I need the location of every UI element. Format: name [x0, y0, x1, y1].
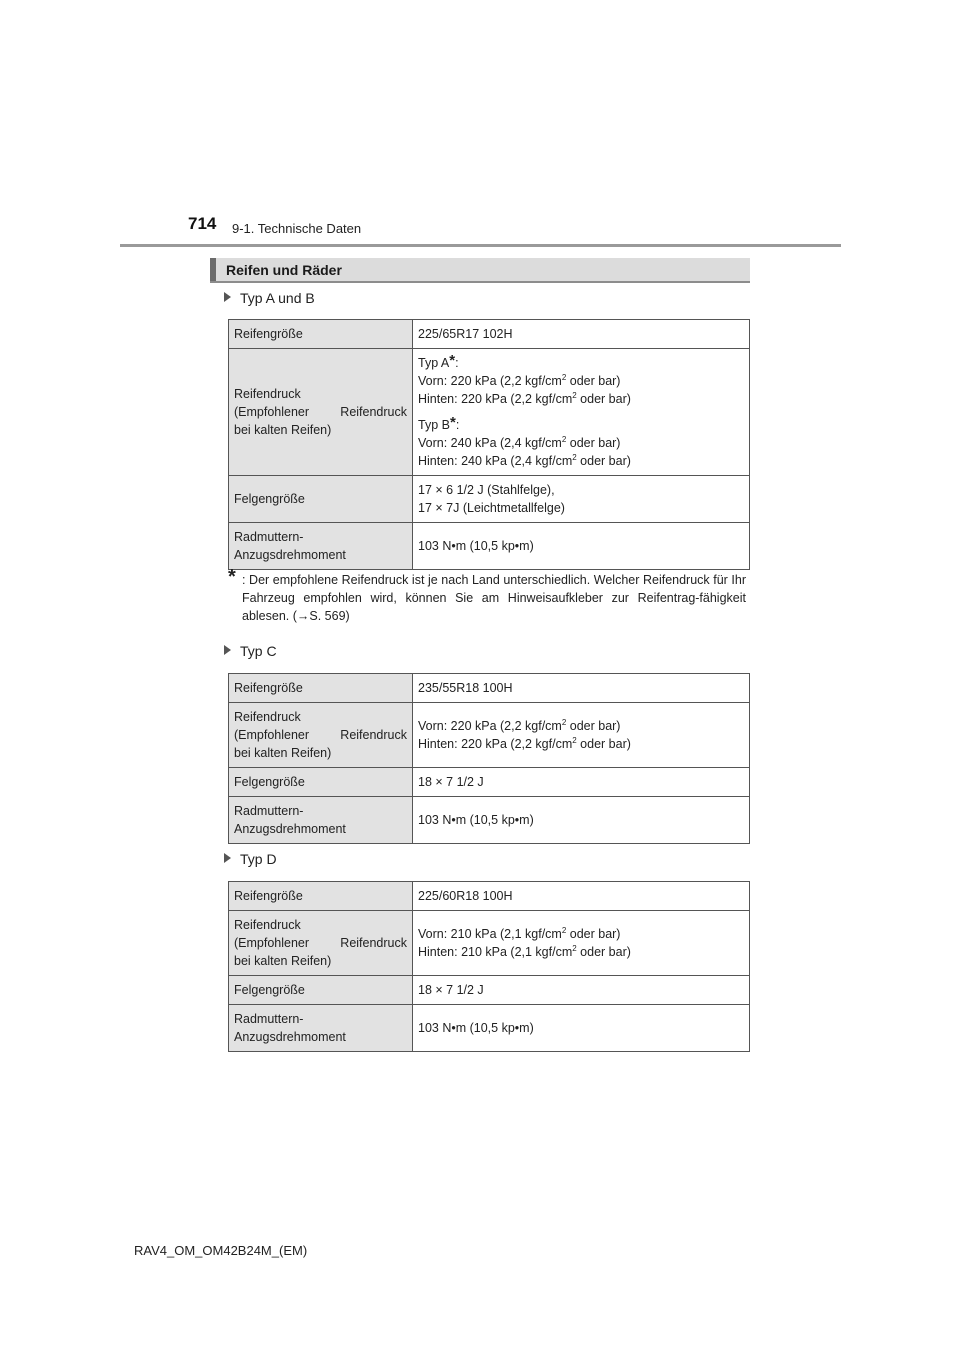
table-row	[229, 476, 750, 523]
key-tire-pressure	[229, 349, 413, 476]
footnote-marker: *	[228, 566, 236, 588]
superscript: 2	[561, 925, 567, 935]
value-torque: 103 N•m (10,5 kp•m)	[413, 523, 750, 570]
table-row	[229, 703, 750, 768]
key-rim-size: Felgengröße	[229, 768, 413, 797]
value-torque: 103 N•m (10,5 kp•m)	[413, 1005, 750, 1052]
pressure-type-label	[418, 351, 744, 372]
section-title: Reifen und Räder	[226, 262, 342, 278]
arrow-right-icon	[224, 645, 231, 655]
pressure-text: Hinten: 240 kPa (2,4 kgf/cm	[418, 454, 573, 468]
superscript: 2	[572, 735, 577, 745]
superscript: 2	[561, 434, 567, 444]
pressure-text: oder bar)	[566, 719, 621, 733]
pressure-front	[418, 372, 744, 390]
type-label: Typ B	[418, 418, 450, 432]
type-heading-label: Typ A und B	[240, 290, 315, 306]
value-tire-size: 235/55R18 100H	[413, 674, 750, 703]
value-rim-size: 18 × 7 1/2 J	[413, 768, 750, 797]
pressure-text: oder bar)	[566, 927, 621, 941]
table-row	[229, 523, 750, 570]
key-torque	[229, 523, 413, 570]
table-row	[229, 911, 750, 976]
pressure-text: oder bar)	[576, 737, 631, 751]
pressure-text: oder bar)	[566, 436, 621, 450]
pressure-rear	[418, 452, 744, 470]
pressure-rear	[418, 735, 744, 753]
key-rim-size: Felgengröße	[229, 476, 413, 523]
value-rim-size	[413, 476, 750, 523]
pressure-text: Vorn: 240 kPa (2,4 kgf/cm	[418, 436, 562, 450]
type-heading-c	[224, 643, 277, 659]
key-tire-pressure	[229, 703, 413, 768]
value-tire-size: 225/65R17 102H	[413, 320, 750, 349]
arrow-right-icon	[224, 292, 231, 302]
pressure-rear	[418, 390, 744, 408]
key-line: (Empfohlener Reifendruck	[234, 728, 407, 742]
key-torque	[229, 1005, 413, 1052]
pressure-text: Vorn: 220 kPa (2,2 kgf/cm	[418, 374, 562, 388]
superscript: 2	[572, 452, 577, 462]
superscript: 2	[572, 943, 577, 953]
key-tire-size: Reifengröße	[229, 320, 413, 349]
arrow-right-icon	[224, 853, 231, 863]
spec-table-d	[228, 881, 750, 1052]
key-line: bei kalten Reifen)	[234, 423, 332, 437]
superscript: 2	[572, 390, 577, 400]
pressure-text: Hinten: 220 kPa (2,2 kgf/cm	[418, 737, 573, 751]
key-line: (Empfohlener Reifendruck	[234, 405, 407, 419]
key-line: bei kalten Reifen)	[234, 954, 332, 968]
section-path: 9-1. Technische Daten	[232, 221, 362, 236]
type-heading-label: Typ C	[240, 643, 277, 659]
type-heading-d	[224, 851, 277, 867]
spacer	[418, 408, 744, 416]
pressure-text: oder bar)	[576, 454, 631, 468]
pressure-front	[418, 434, 744, 452]
pressure-front	[418, 925, 744, 943]
table-row	[229, 797, 750, 844]
key-rim-size: Felgengröße	[229, 976, 413, 1005]
key-line: Radmuttern-	[234, 1012, 304, 1026]
pressure-text: oder bar)	[566, 374, 621, 388]
key-line: Anzugsdrehmoment	[234, 548, 346, 562]
key-line: Reifendruck	[234, 918, 301, 932]
key-line: Radmuttern-	[234, 804, 304, 818]
footnote-text: : Der empfohlene Reifendruck ist je nach Land unterschiedlich. Welcher Reifendruck für Ihr Fahrzeug empfohlen wird, können Sie am Hinweisaufkleber zur Reifentrag-fähigkeit ablesen. (→S. 569)	[242, 573, 746, 623]
section-title-bar	[210, 258, 750, 283]
value-torque: 103 N•m (10,5 kp•m)	[413, 797, 750, 844]
key-line: bei kalten Reifen)	[234, 746, 332, 760]
table-row	[229, 976, 750, 1005]
value-rim-size: 18 × 7 1/2 J	[413, 976, 750, 1005]
table-row	[229, 349, 750, 476]
value-tire-pressure	[413, 911, 750, 976]
document-code: RAV4_OM_OM42B24M_(EM)	[134, 1243, 308, 1258]
colon: :	[455, 418, 460, 432]
footnote	[228, 566, 746, 625]
table-row	[229, 320, 750, 349]
table-row	[229, 768, 750, 797]
value-tire-pressure	[413, 703, 750, 768]
key-tire-pressure	[229, 911, 413, 976]
superscript: 2	[561, 717, 567, 727]
key-torque	[229, 797, 413, 844]
spec-table-ab	[228, 319, 750, 570]
superscript: 2	[561, 372, 567, 382]
type-label: Typ A	[418, 356, 450, 370]
table-row	[229, 674, 750, 703]
key-tire-size: Reifengröße	[229, 882, 413, 911]
key-line: Anzugsdrehmoment	[234, 822, 346, 836]
colon: :	[455, 356, 459, 370]
pressure-text: oder bar)	[576, 945, 631, 959]
page-number: 714	[188, 214, 217, 233]
key-line: Reifendruck	[234, 710, 301, 724]
pressure-text: Hinten: 220 kPa (2,2 kgf/cm	[418, 392, 573, 406]
footnote-star: *	[449, 351, 456, 369]
header-rule	[120, 244, 841, 247]
pressure-text: Vorn: 210 kPa (2,1 kgf/cm	[418, 927, 562, 941]
rim-line: 17 × 6 1/2 J (Stahlfelge),	[418, 483, 555, 497]
key-line: Anzugsdrehmoment	[234, 1030, 346, 1044]
section-accent	[210, 258, 216, 281]
value-tire-size: 225/60R18 100H	[413, 882, 750, 911]
key-line: Radmuttern-	[234, 530, 304, 544]
pressure-text: Vorn: 220 kPa (2,2 kgf/cm	[418, 719, 562, 733]
pressure-front	[418, 717, 744, 735]
table-row	[229, 1005, 750, 1052]
value-tire-pressure	[413, 349, 750, 476]
pressure-rear	[418, 943, 744, 961]
key-tire-size: Reifengröße	[229, 674, 413, 703]
pressure-type-label	[418, 413, 744, 434]
spec-table-c	[228, 673, 750, 844]
footnote-star: *	[449, 413, 456, 431]
type-heading-ab	[224, 290, 315, 306]
pressure-text: Hinten: 210 kPa (2,1 kgf/cm	[418, 945, 573, 959]
pressure-text: oder bar)	[576, 392, 631, 406]
key-line: Reifendruck	[234, 387, 301, 401]
table-row	[229, 882, 750, 911]
type-heading-label: Typ D	[240, 851, 277, 867]
rim-line: 17 × 7J (Leichtmetallfelge)	[418, 501, 565, 515]
key-line: (Empfohlener Reifendruck	[234, 936, 407, 950]
